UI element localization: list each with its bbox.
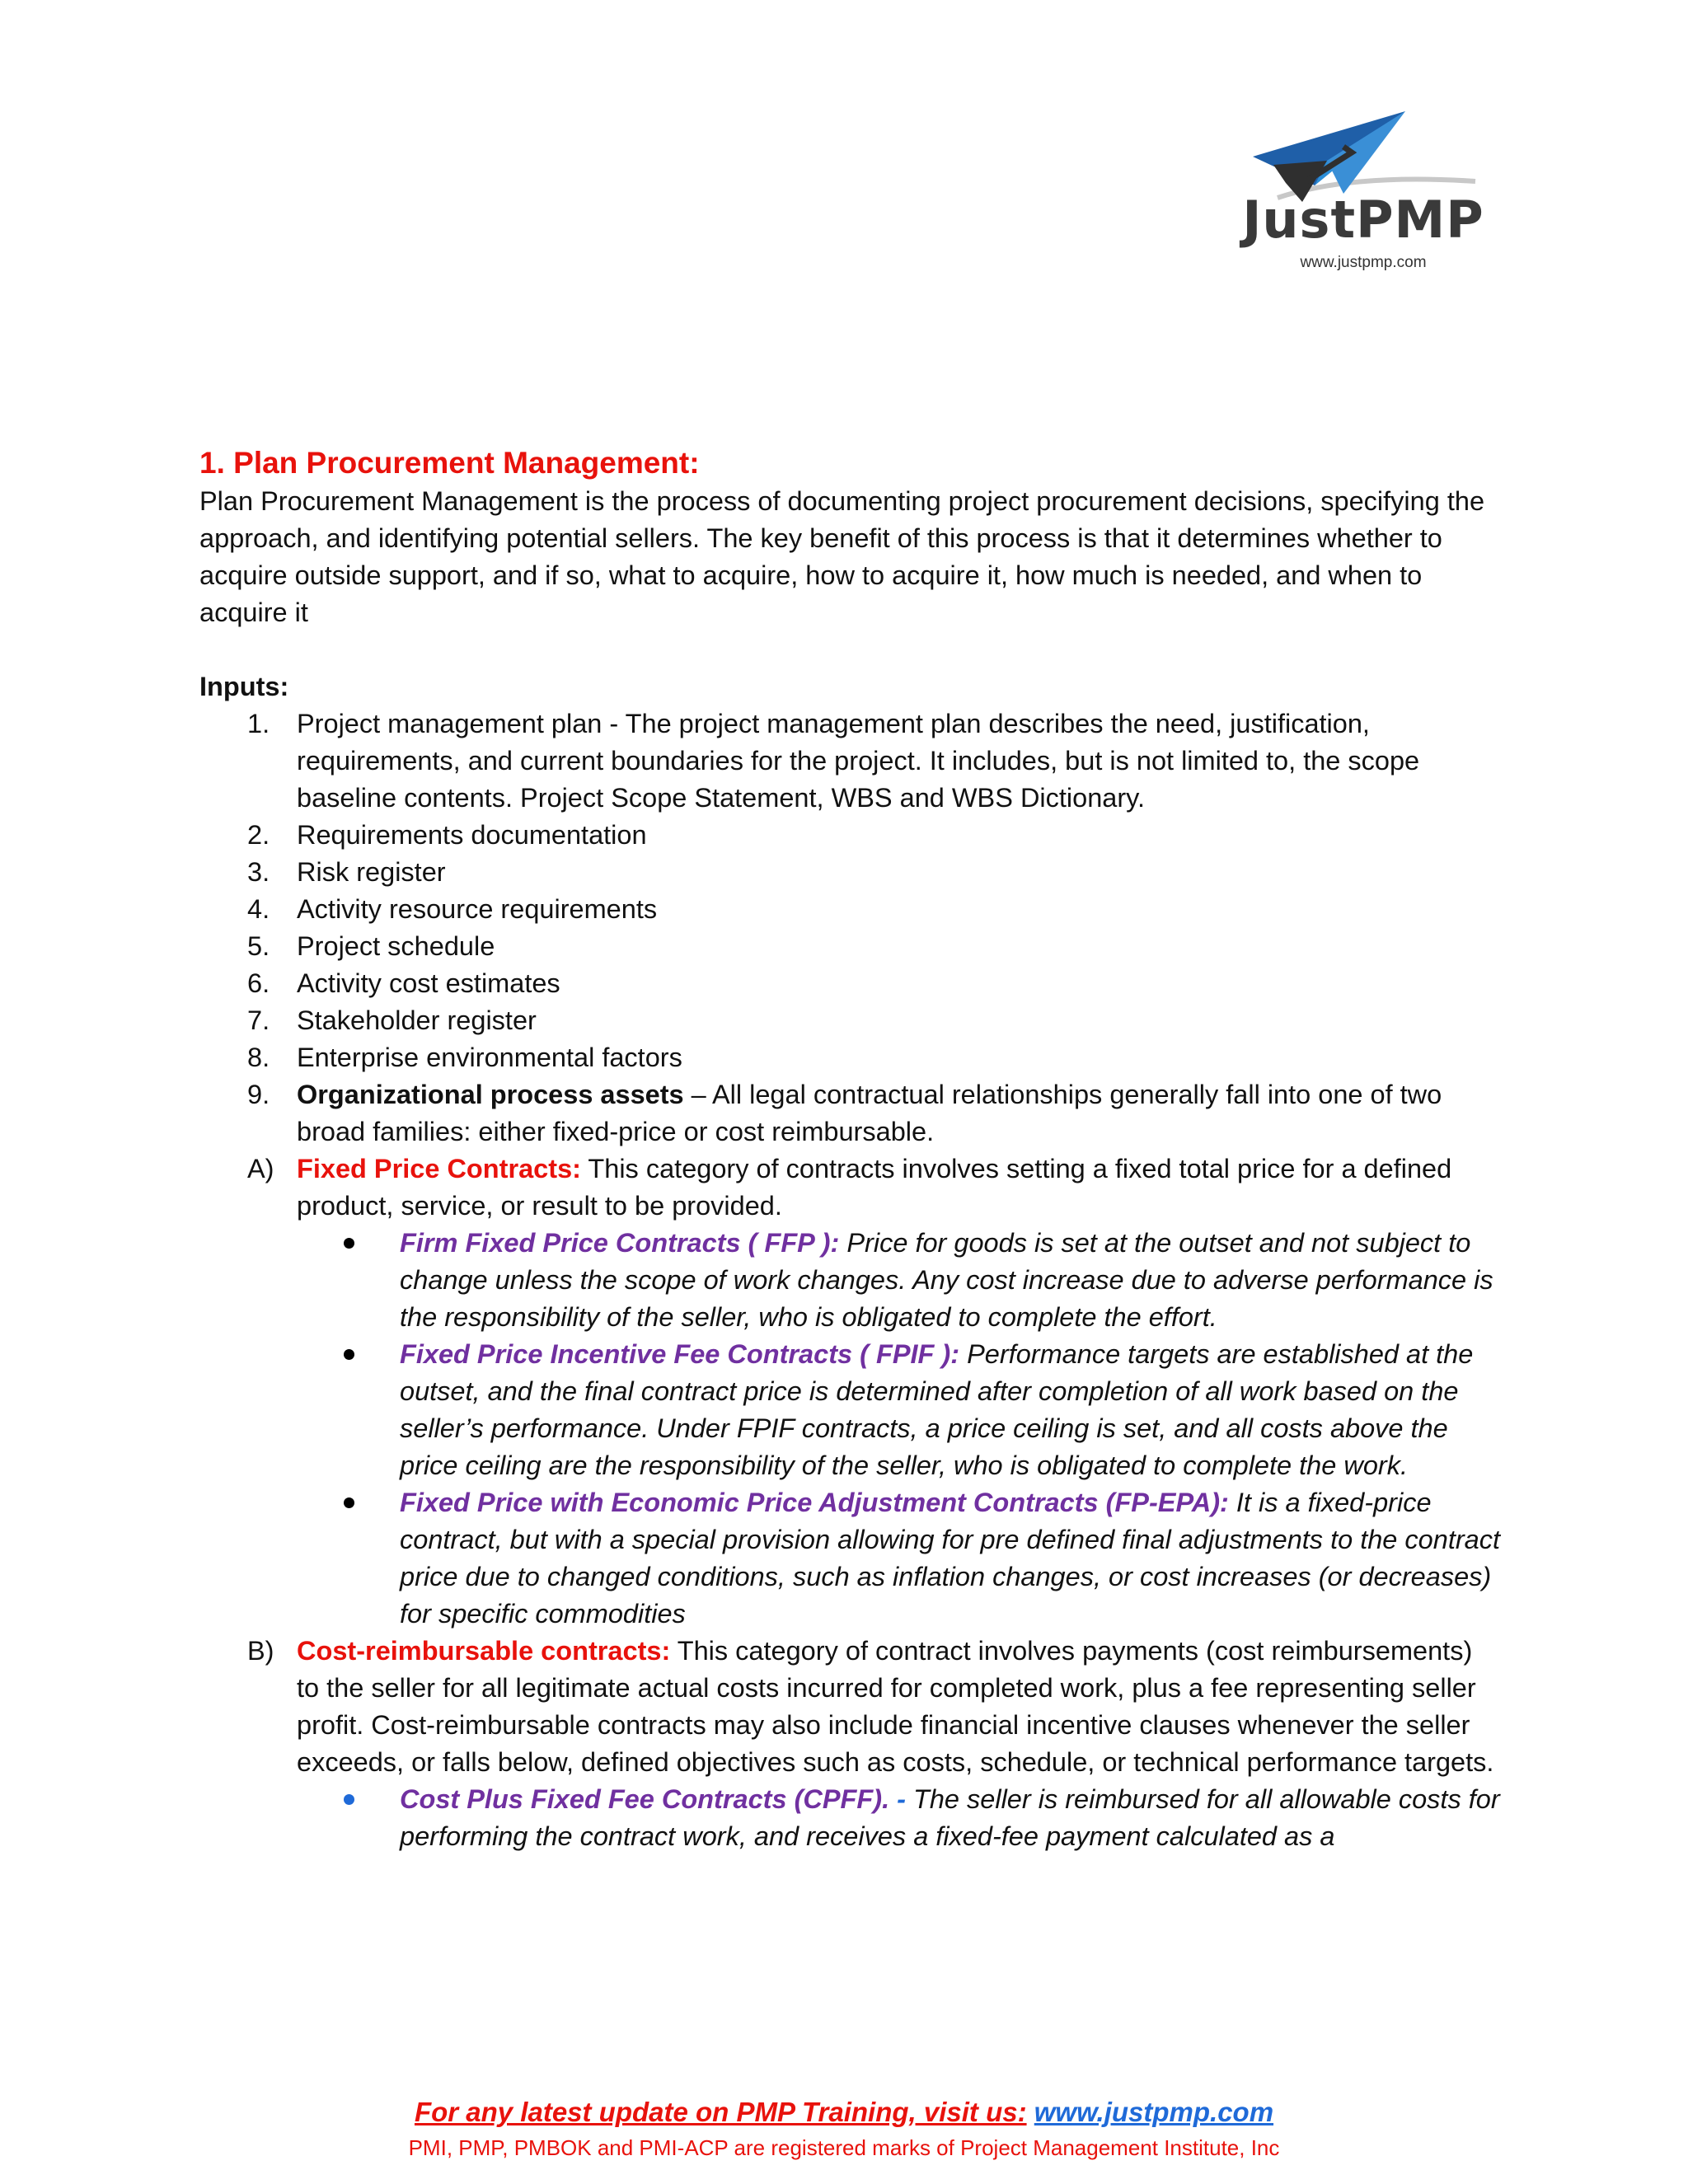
bullet-icon xyxy=(344,1349,354,1360)
justpmp-logo xyxy=(1228,107,1492,280)
list-item: 1. Project management plan - The project management plan describes the need, justification, requirements, and current boundaries for the project. It includes, but is not limited to, the scope baseline contents. Project Scope Statement, WBS and WBS Dictionary. xyxy=(247,709,1420,813)
bullet-icon xyxy=(344,1238,354,1249)
section-title: 1. Plan Procurement Management: xyxy=(199,446,700,480)
cost-reimbursable-item: B) Cost-reimbursable contracts: This category of contract involves payments (cost reimbursements) to the seller for all legitimate actual costs incurred for completed work, plus a fee representing seller profit. Cost-reimbursable contracts may also include financial incentive clauses whenever the seller exceeds, or falls below, defined objectives such as costs, schedule, or technical performance targets. xyxy=(247,1636,1494,1777)
logo-name: JustPMP xyxy=(1242,190,1484,250)
bullet-icon xyxy=(344,1497,354,1508)
bullet-item: Cost Plus Fixed Fee Contracts (CPFF). - The seller is reimbursed for all allowable costs for performing the contract work, and receives a fixed-fee payment calculated as a xyxy=(199,1781,1502,1855)
footer-trademark: PMI, PMP, PMBOK and PMI-ACP are registered marks of Project Management Institute, Inc xyxy=(408,2135,1280,2160)
list-item: 9. Organizational process assets – All legal contractual relationships generally fall into one of two broad families: either fixed-price or cost reimbursable. xyxy=(247,1080,1442,1146)
list-item: 6. Activity cost estimates xyxy=(247,968,560,998)
list-item: 7. Stakeholder register xyxy=(247,1005,537,1035)
bullet-item: Fixed Price with Economic Price Adjustment Contracts (FP-EPA): It is a fixed-price contract, but with a special provision allowing for pre defined final adjustments to the contract price due to changed conditions, such as inflation changes, or cost increases (or decreases) for specific commodities xyxy=(199,1484,1502,1633)
list-item: 4. Activity resource requirements xyxy=(247,894,658,924)
bullet-icon xyxy=(344,1794,354,1805)
list-item: 8. Enterprise environmental factors xyxy=(247,1043,682,1072)
section-intro: Plan Procurement Management is the process of documenting project procurement decisions, specifying the approach, and identifying potential sellers. The key benefit of this process is that it determines whether to acquire outside support, and if so, what to acquire, how to acquire it, how much is needed, and when to acquire it xyxy=(199,486,1485,627)
logo-url: www.justpmp.com xyxy=(1300,254,1427,271)
footer-update-line xyxy=(0,2096,1688,2129)
bullet-item: Fixed Price Incentive Fee Contracts ( FPIF ): Performance targets are established at the outset, and the final contract price is determined after completion of all work based on the seller’s performance. Under FPIF contracts, a price ceiling is set, and all costs above the price ceiling are the responsibility of the seller, who is obligated to complete the work. xyxy=(199,1336,1502,1484)
inputs-list xyxy=(199,705,1502,1855)
list-item: 2. Requirements documentation xyxy=(247,820,647,850)
footer-prompt: For any latest update on PMP Training, visit us: xyxy=(414,2097,1027,2127)
list-item: 5. Project schedule xyxy=(247,931,495,961)
document-body xyxy=(199,443,1502,1855)
list-item: 3. Risk register xyxy=(247,857,446,887)
inputs-heading: Inputs: xyxy=(199,672,289,701)
fixed-price-item: A) Fixed Price Contracts: This category of contracts involves setting a fixed total price for a defined product, service, or result to be provided. xyxy=(247,1154,1452,1221)
footer-link[interactable]: www.justpmp.com xyxy=(1034,2097,1274,2127)
paper-plane-icon xyxy=(1228,107,1492,202)
bullet-item: Firm Fixed Price Contracts ( FFP ): Price for goods is set at the outset and not subject to change unless the scope of work changes. Any cost increase due to adverse performance is the responsibility of the seller, who is obligated to complete the effort. xyxy=(199,1225,1502,1336)
